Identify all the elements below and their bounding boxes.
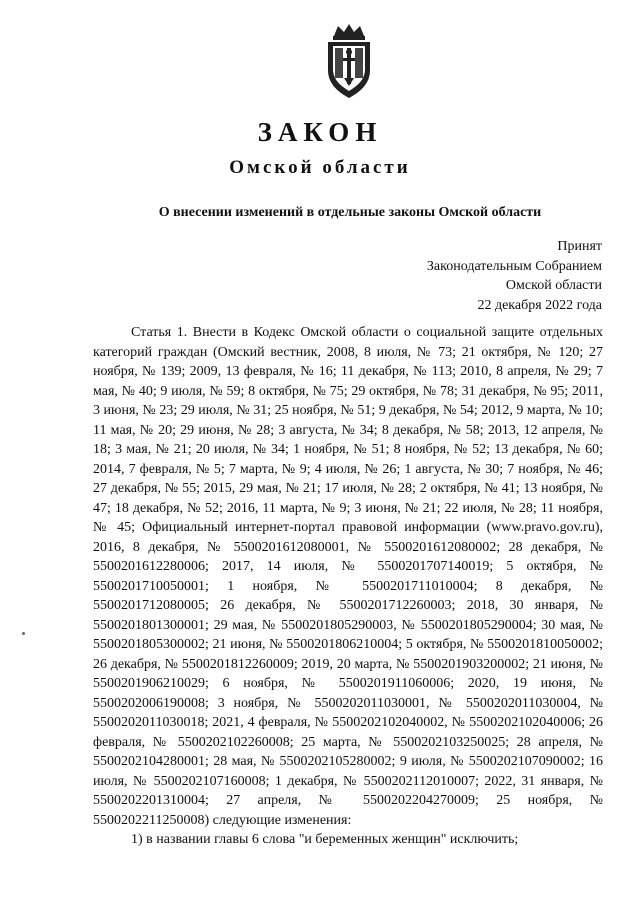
article-1 xyxy=(93,323,603,850)
adopted-region: Омской области xyxy=(505,278,602,293)
adopted-label: Принят xyxy=(557,239,602,254)
law-title: ЗАКОН xyxy=(257,117,383,147)
adopted-by: Законодательным Собранием xyxy=(426,258,602,274)
adoption-block xyxy=(427,237,602,315)
omsk-coat-of-arms-icon xyxy=(318,22,380,100)
law-region: Омской области xyxy=(229,157,411,178)
article-1-item-1: 1) в названии главы 6 слова "и беременных женщин" исключить; xyxy=(131,832,519,847)
article-1-text: Статья 1. Внести в Кодекс Омской области о социальной защите отдельных категорий граждан (Омский вестник, 2008, 8 июля, № 73; 21 октября, № 120; 27 ноября, № 139; 2009, 13 февраля, № 16; 11 декабря, № 113; 2010, 8 апреля, № 29; 7 мая, № 40; 9 июля, № 59; 8 октября, № 75; 29 октября, № 78; 31 декабря, № 95; 2011, 3 июня, № 23; 29 июля, № 31; 25 ноября, № 51; 9 декабря, № 54; 2012, 9 марта, № 10; 11 мая, № 20; 29 июня, № 28; 3 августа, № 34; 8 декабря, № 58; 2013, 12 апреля, № 18; 3 мая, № 21; 20 июля, № 34; 1 ноября, № 51; 8 ноября, № 52; 13 декабря, № 60; 2014, 7 февраля, № 5; 7 марта, № 9; 4 июля, № 26; 1 августа, № 30; 7 ноября, № 46; 27 декабря, № 55; 2015, 29 мая, № 21; 17 июля, № 28; 2 октября, № 41; 13 ноября, № 47; 18 декабря, № 52; 2016, 11 марта, № 9; 3 июня, № 21; 22 июля, № 28; 11 ноября, № 45; Официальный интернет-портал правовой информации (www.pravo.gov.ru), 2016, 8 декабря, № 5500201612080001, № 5500201612080002; 28 декабря, № 5500201612280006; 2017, 14 июля, № 5500201707140019; 5 октября, № 5500201710050001; 1 ноября, № 5500201711010004; 8 декабря, № 5500201712080005; 26 декабря, № 5500201712260003; 2018, 30 января, № 5500201801300001; 29 мая, № 5500201805290003, № 5500201805290004; 30 мая, № 5500201805300002; 21 июня, № 5500201806210004; 5 октября, № 5500201810050002; 26 декабря, № 5500201812260009; 2019, 20 марта, № 5500201903200002; 21 июня, № 5500201906210029; 6 ноября, № 5500201911060006; 2020, 19 июня, № 5500202006190008; 3 ноября, № 5500202011030001, № 5500202011030004, № 5500202011030018; 2021, 4 февраля, № 5500202102040002, № 5500202102040006; 26 февраля, № 5500202102260008; 25 марта, № 5500202103250025; 28 апреля, № 5500202104280001; 28 мая, № 5500202105280002; 9 июля, № 5500202107090002; 16 июля, № 5500202107160008; 1 декабря, № 5500202112010007; 2022, 31 января, № 5500202201310004; 27 апреля, № 5500202204270009; 25 ноября, № 5500202211250008) следующие изменения: xyxy=(93,325,603,828)
margin-mark xyxy=(22,632,25,635)
law-heading: О внесении изменений в отдельные законы Омской области xyxy=(158,205,542,220)
adopted-date: 22 декабря 2022 года xyxy=(477,297,602,313)
